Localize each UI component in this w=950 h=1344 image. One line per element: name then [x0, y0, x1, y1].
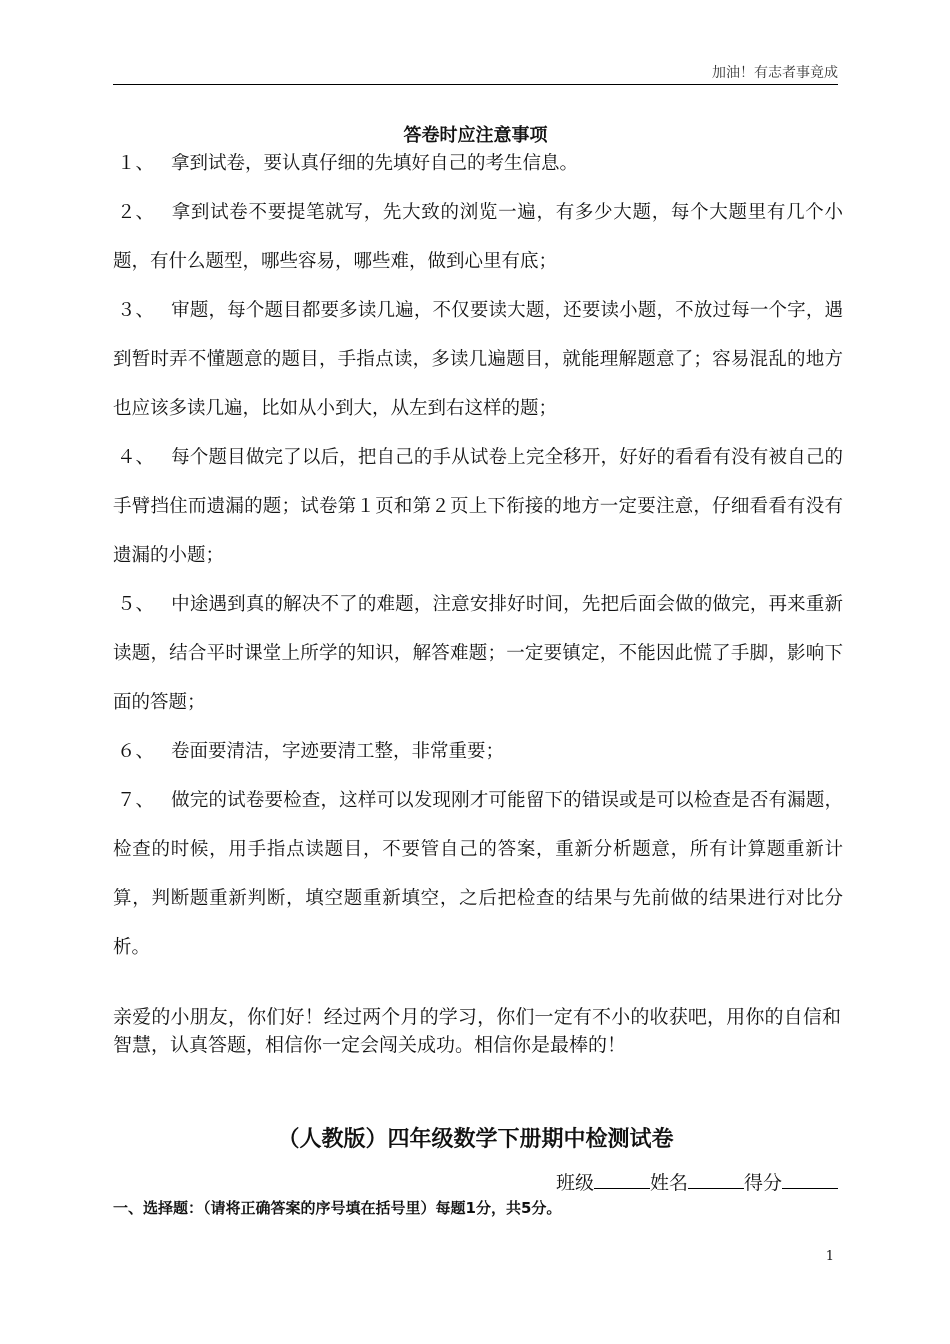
notice-title: 答卷时应注意事项	[403, 125, 548, 146]
notice-item-number: １、	[117, 153, 155, 174]
notice-item	[113, 433, 843, 580]
notice-item-number: ４、	[117, 447, 155, 468]
class-blank[interactable]	[594, 1170, 650, 1189]
header-slogan: 加油！有志者事竟成	[712, 65, 838, 81]
name-blank[interactable]	[688, 1170, 744, 1189]
notice-item-number: ６、	[117, 741, 155, 762]
notice-item-number: ３、	[117, 300, 155, 321]
notice-item	[113, 139, 843, 188]
notice-item	[113, 188, 843, 286]
notice-item-text: 审题，每个题目都要多读几遍，不仅要读大题，还要读小题，不放过每一个字，遇到暂时弄不懂题意的题目，手指点读，多读几遍题目，就能理解题意了；容易混乱的地方也应该多读几遍，比如从小到大，从左到右这样的题；	[113, 300, 843, 419]
score-label: 得分	[743, 1172, 782, 1194]
notice-item-number: ２、	[117, 202, 155, 223]
notice-item-number: ７、	[117, 790, 155, 811]
notice-item-number: ５、	[117, 594, 155, 615]
student-info-line	[556, 1168, 838, 1195]
name-label: 姓名	[649, 1172, 688, 1194]
exam-title: （人教版）四年级数学下册期中检测试卷	[277, 1127, 674, 1152]
notice-item	[113, 286, 843, 433]
class-label: 班级	[555, 1172, 594, 1194]
header-divider	[113, 84, 838, 85]
notice-item-text: 做完的试卷要检查，这样可以发现刚才可能留下的错误或是可以检查是否有漏题，检查的时候，用手指点读题目，不要管自己的答案，重新分析题意，所有计算题重新计算，判断题重新判断，填空题重新填空，之后把检查的结果与先前做的结果进行对比分析。	[113, 790, 843, 958]
section-heading: 一、选择题：（请将正确答案的序号填在括号里）每题1分，共5分。	[113, 1199, 562, 1217]
notice-item-text: 中途遇到真的解决不了的难题，注意安排好时间，先把后面会做的做完，再来重新读题，结合平时课堂上所学的知识，解答难题；一定要镇定，不能因此慌了手脚，影响下面的答题；	[113, 594, 843, 713]
notice-item-text: 卷面要清洁，字迹要清工整，非常重要；	[171, 741, 505, 762]
greeting-paragraph: 亲爱的小朋友，你们好！经过两个月的学习，你们一定有不小的收获吧，用你的自信和智慧，认真答题，相信你一定会闯关成功。相信你是最棒的！	[113, 1006, 841, 1056]
notice-item	[113, 580, 843, 727]
score-blank[interactable]	[782, 1170, 838, 1189]
notice-item-text: 拿到试卷不要提笔就写，先大致的浏览一遍，有多少大题，每个大题里有几个小题，有什么题型，哪些容易，哪些难，做到心里有底；	[113, 202, 843, 272]
notice-item-text: 每个题目做完了以后，把自己的手从试卷上完全移开，好好的看看有没有被自己的手臂挡住而遗漏的题；试卷第１页和第２页上下衔接的地方一定要注意，仔细看看有没有遗漏的小题；	[113, 447, 843, 566]
notice-item	[113, 727, 843, 776]
notice-list	[113, 139, 843, 972]
page-number: 1	[825, 1249, 834, 1264]
notice-item	[113, 776, 843, 972]
notice-item-text: 拿到试卷，要认真仔细的先填好自己的考生信息。	[171, 153, 579, 174]
